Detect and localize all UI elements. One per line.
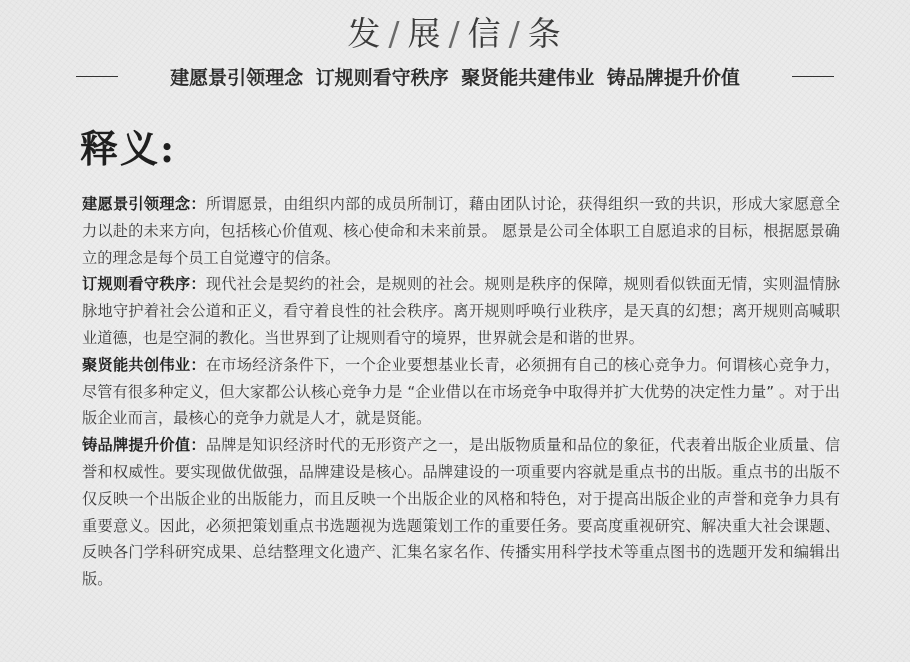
definition-text: 现代社会是契约的社会，是规则的社会。规则是秩序的保障，规则看似铁面无情，实则温情脉脉地守护着社会公道和正义，看守着良性的社会秩序。离开规则呼唤行业秩序，是天真的幻想；离开规则高喊职业道德，也是空洞的教化。当世界到了让规则看守的境界，世界就会是和谐的世界。 xyxy=(82,275,841,347)
definition-paragraph xyxy=(82,191,840,271)
definition-term: 聚贤能共创伟业： xyxy=(82,355,206,374)
title-separator: / xyxy=(508,14,522,53)
section-heading: 释义: xyxy=(80,126,177,171)
title-char: 展 xyxy=(407,14,443,53)
title-separator: / xyxy=(448,14,462,53)
definition-term: 铸品牌提升价值： xyxy=(82,436,206,455)
definition-paragraph xyxy=(82,432,840,593)
title-char: 信 xyxy=(467,14,503,53)
subtitle: 建愿景引领理念 订规则看守秩序 聚贤能共建伟业 铸品牌提升价值 xyxy=(170,66,740,89)
definition-text: 所谓愿景，由组织内部的成员所制订，藉由团队讨论，获得组织一致的共识，形成大家愿意全力以赴的未来方向，包括核心价值观、核心使命和未来前景。 愿景是公司全体职工自愿追求的目标，根据愿景确立的理念是每个员工自觉遵守的信条。 xyxy=(82,195,841,267)
definition-text: 品牌是知识经济时代的无形资产之一，是出版物质量和品位的象征，代表着出版企业质量、信誉和权威性。要实现做优做强，品牌建设是核心。品牌建设的一项重要内容就是重点书的出版。重点书的出版不仅反映一个出版企业的出版能力，而且反映一个出版企业的风格和特色，对于提高出版企业的声誉和竞争力具有重要意义。因此，必须把策划重点书选题视为选题策划工作的重要任务。要高度重视研究、解决重大社会课题、反映各门学科研究成果、总结整理文化遗产、汇集名家名作、传播实用科学技术等重点图书的选题开发和编辑出版。 xyxy=(82,436,841,589)
definition-paragraph xyxy=(82,352,840,432)
definition-term: 订规则看守秩序： xyxy=(82,275,206,294)
definition-term: 建愿景引领理念： xyxy=(82,195,206,213)
title-char: 发 xyxy=(347,14,383,53)
definitions-body xyxy=(82,191,840,593)
definition-paragraph xyxy=(82,271,840,351)
title-char: 条 xyxy=(527,14,563,53)
subtitle-dash-left xyxy=(76,76,118,77)
subtitle-dash-right xyxy=(792,76,834,77)
subtitle-row xyxy=(76,61,834,91)
title-separator: / xyxy=(388,14,402,53)
page-title xyxy=(0,8,910,55)
definition-text: 在市场经济条件下，一个企业要想基业长青，必须拥有自己的核心竞争力。何谓核心竞争力，尽管有很多种定义，但大家都公认核心竞争力是 “企业借以在市场竞争中取得并扩大优势的决定性力量” 。对于出版企业而言，最核心的竞争力就是人才，就是贤能。 xyxy=(82,355,841,428)
